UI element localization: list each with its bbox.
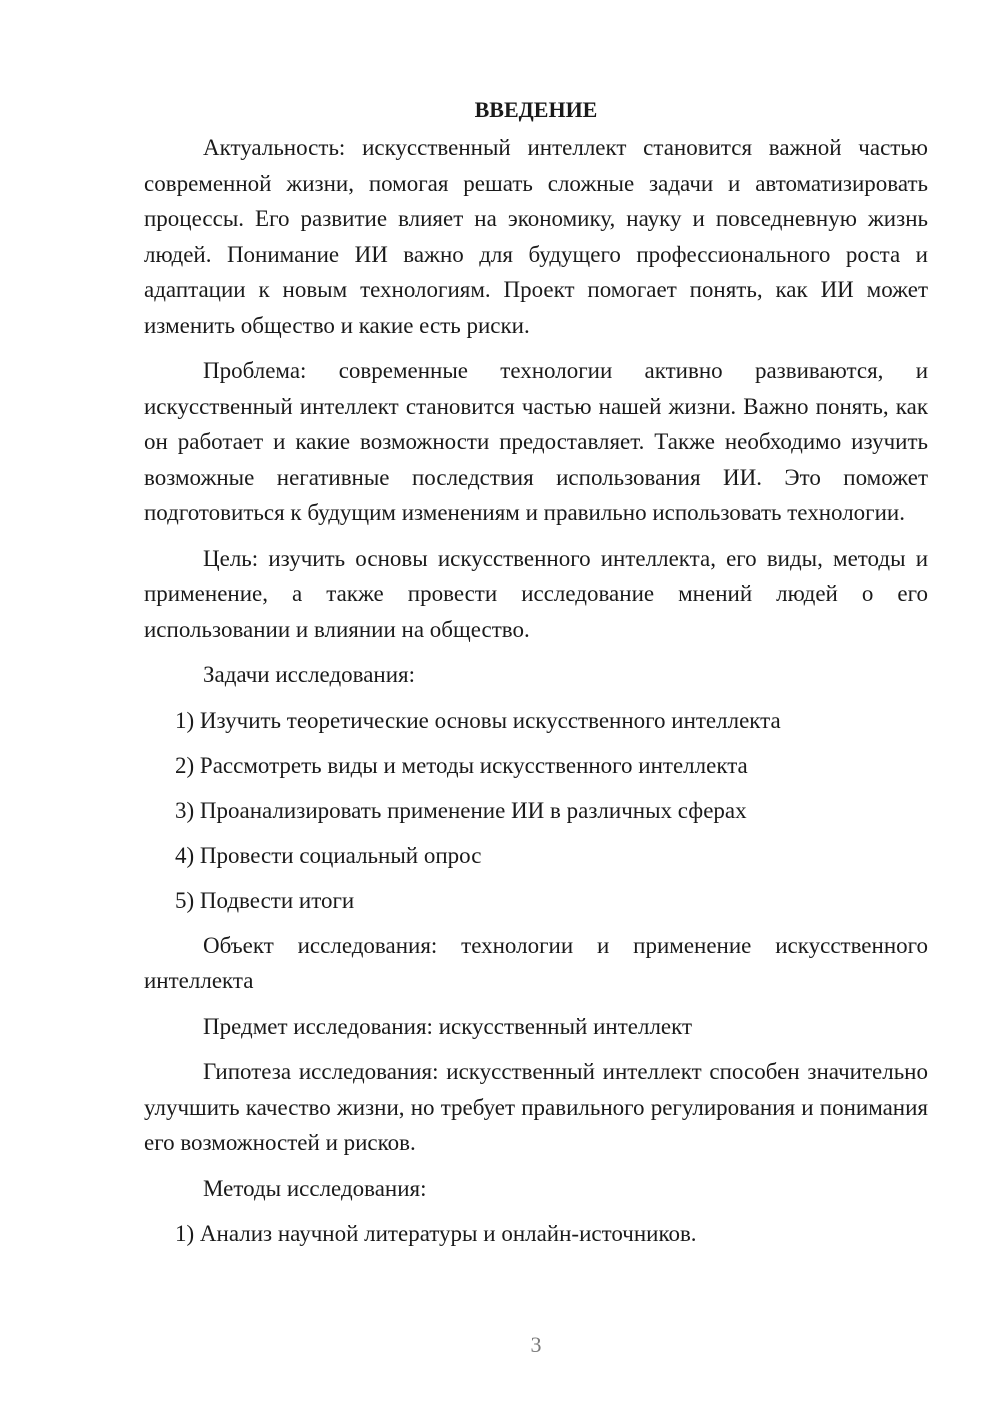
methods-list (144, 1216, 928, 1252)
methods-heading: Методы исследования: (203, 1175, 427, 1201)
hypothesis-paragraph: Гипотеза исследования: искусственный интеллект способен значительно улучшить качество жизни, но требует правильного регулирования и понимания его возможностей и рисков. (144, 1059, 928, 1155)
page-content (144, 92, 928, 1261)
relevance-paragraph: Актуальность: искусственный интеллект становится важной частью современной жизни, помогая решать сложные задачи и автоматизировать процессы. Его развитие влияет на экономику, науку и повседневную жизнь людей. Понимание ИИ важно для будущего профессионального роста и адаптации к новым технологиям. Проект помогает понять, как ИИ может изменить общество и какие есть риски. (144, 135, 928, 338)
list-item: 2) Рассмотреть виды и методы искусственного интеллекта (175, 752, 748, 778)
tasks-heading: Задачи исследования: (203, 662, 416, 687)
list-item: 1) Анализ научной литературы и онлайн-источников. (175, 1221, 697, 1246)
page-number: 3 (530, 1332, 542, 1357)
list-item: 4) Провести социальный опрос (175, 842, 482, 868)
problem-paragraph: Проблема: современные технологии активно развиваются, и искусственный интеллект становится частью нашей жизни. Важно понять, как он работает и какие возможности предоставляет. Также необходимо изучить возможные негативные последствия использования ИИ. Это поможет подготовиться к будущим изменениям и правильно использовать технологии. (144, 358, 928, 525)
page-title: ВВЕДЕНИЕ (474, 97, 598, 122)
object-paragraph: Объект исследования: технологии и применение искусственного интеллекта (144, 932, 928, 993)
goal-paragraph: Цель: изучить основы искусственного интеллекта, его виды, методы и применение, а также провести исследование мнений людей о его использовании и влиянии на общество. (144, 545, 928, 642)
list-item: 3) Проанализировать применение ИИ в различных сферах (175, 797, 747, 823)
tasks-list (144, 703, 928, 919)
list-item: 1) Изучить теоретические основы искусственного интеллекта (175, 707, 781, 733)
list-item: 5) Подвести итоги (175, 887, 355, 913)
subject-paragraph: Предмет исследования: искусственный интеллект (203, 1013, 693, 1039)
